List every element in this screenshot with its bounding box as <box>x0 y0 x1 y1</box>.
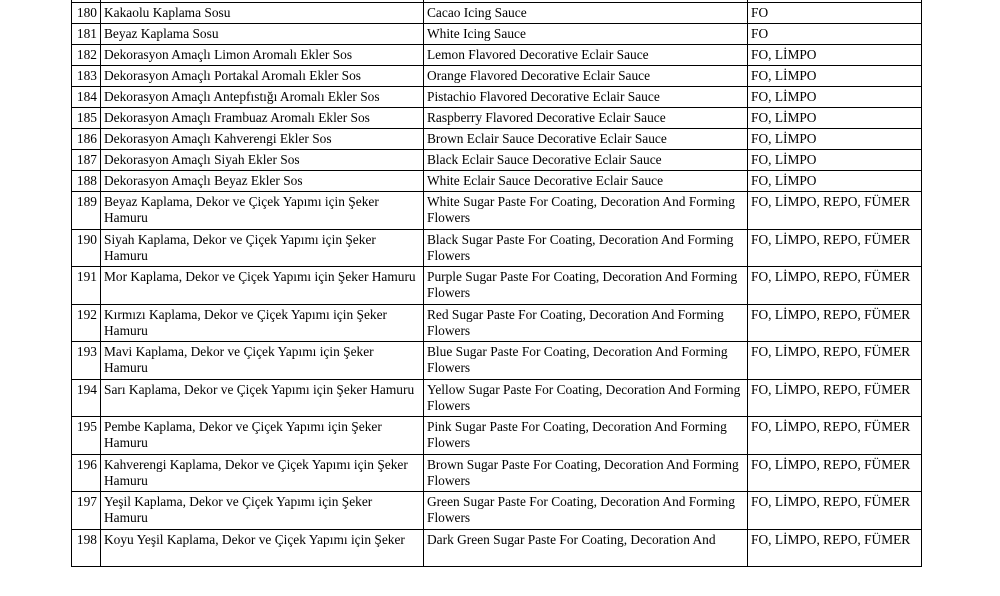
table-row <box>72 454 922 492</box>
row-number: 195 <box>72 417 101 455</box>
english-name-cell: Black Sugar Paste For Coating, Decoration And Forming Flowers <box>424 229 748 267</box>
turkish-name-cell: Kahverengi Kaplama, Dekor ve Çiçek Yapımı için Şeker Hamuru <box>101 454 424 492</box>
turkish-name-cell: Siyah Kaplama, Dekor ve Çiçek Yapımı için Şeker Hamuru <box>101 229 424 267</box>
english-name-cell: Green Sugar Paste For Coating, Decoration And Forming Flowers <box>424 492 748 530</box>
process-code-cell: FO, LİMPO <box>748 108 922 129</box>
table-row <box>72 379 922 417</box>
turkish-name-cell: Dekorasyon Amaçlı Portakal Aromalı Ekler Sos <box>101 66 424 87</box>
table-row <box>72 342 922 380</box>
process-code-cell: FO, LİMPO, REPO, FÜMER <box>748 192 922 230</box>
row-number: 187 <box>72 150 101 171</box>
english-name-cell: Pink Sugar Paste For Coating, Decoration And Forming Flowers <box>424 417 748 455</box>
row-number: 186 <box>72 129 101 150</box>
table-row <box>72 24 922 45</box>
english-name-cell: White Eclair Sauce Decorative Eclair Sauce <box>424 171 748 192</box>
row-number: 191 <box>72 267 101 305</box>
turkish-name-cell: Dekorasyon Amaçlı Siyah Ekler Sos <box>101 150 424 171</box>
turkish-name-cell: Sarı Kaplama, Dekor ve Çiçek Yapımı için Şeker Hamuru <box>101 379 424 417</box>
table-row <box>72 492 922 530</box>
table-row <box>72 229 922 267</box>
row-number: 198 <box>72 529 101 567</box>
process-code-cell: FO, LİMPO, REPO, FÜMER <box>748 304 922 342</box>
row-number: 182 <box>72 45 101 66</box>
product-table <box>71 0 922 567</box>
table-row <box>72 192 922 230</box>
turkish-name-cell: Yeşil Kaplama, Dekor ve Çiçek Yapımı için Şeker Hamuru <box>101 492 424 530</box>
turkish-name-cell: Kakaolu Kaplama Sosu <box>101 3 424 24</box>
english-name-cell: Cacao Icing Sauce <box>424 3 748 24</box>
english-name-cell: Purple Sugar Paste For Coating, Decoration And Forming Flowers <box>424 267 748 305</box>
process-code-cell: FO, LİMPO, REPO, FÜMER <box>748 454 922 492</box>
turkish-name-cell: Dekorasyon Amaçlı Antepfıstığı Aromalı Ekler Sos <box>101 87 424 108</box>
english-name-cell: Orange Flavored Decorative Eclair Sauce <box>424 66 748 87</box>
row-number: 188 <box>72 171 101 192</box>
table-row <box>72 171 922 192</box>
english-name-cell: Red Sugar Paste For Coating, Decoration And Forming Flowers <box>424 304 748 342</box>
table-row <box>72 417 922 455</box>
process-code-cell: FO, LİMPO <box>748 150 922 171</box>
english-name-cell: Blue Sugar Paste For Coating, Decoration And Forming Flowers <box>424 342 748 380</box>
process-code-cell: FO, LİMPO, REPO, FÜMER <box>748 492 922 530</box>
process-code-cell: FO <box>748 24 922 45</box>
turkish-name-cell: Mor Kaplama, Dekor ve Çiçek Yapımı için Şeker Hamuru <box>101 267 424 305</box>
english-name-cell: Raspberry Flavored Decorative Eclair Sauce <box>424 108 748 129</box>
row-number: 193 <box>72 342 101 380</box>
row-number: 180 <box>72 3 101 24</box>
row-number: 192 <box>72 304 101 342</box>
turkish-name-cell: Koyu Yeşil Kaplama, Dekor ve Çiçek Yapımı için Şeker <box>101 529 424 567</box>
row-number: 189 <box>72 192 101 230</box>
turkish-name-cell: Mavi Kaplama, Dekor ve Çiçek Yapımı için Şeker Hamuru <box>101 342 424 380</box>
table-row <box>72 129 922 150</box>
turkish-name-cell: Dekorasyon Amaçlı Limon Aromalı Ekler Sos <box>101 45 424 66</box>
process-code-cell: FO, LİMPO <box>748 45 922 66</box>
process-code-cell: FO, LİMPO, REPO, FÜMER <box>748 267 922 305</box>
row-number: 190 <box>72 229 101 267</box>
english-name-cell: Yellow Sugar Paste For Coating, Decoration And Forming Flowers <box>424 379 748 417</box>
turkish-name-cell: Kırmızı Kaplama, Dekor ve Çiçek Yapımı için Şeker Hamuru <box>101 304 424 342</box>
table-row <box>72 304 922 342</box>
english-name-cell: Pistachio Flavored Decorative Eclair Sauce <box>424 87 748 108</box>
table-row <box>72 150 922 171</box>
process-code-cell: FO, LİMPO, REPO, FÜMER <box>748 379 922 417</box>
table-row <box>72 87 922 108</box>
process-code-cell: FO, LİMPO, REPO, FÜMER <box>748 417 922 455</box>
process-code-cell: FO, LİMPO, REPO, FÜMER <box>748 229 922 267</box>
turkish-name-cell: Dekorasyon Amaçlı Frambuaz Aromalı Ekler Sos <box>101 108 424 129</box>
table-row <box>72 45 922 66</box>
turkish-name-cell: Beyaz Kaplama Sosu <box>101 24 424 45</box>
process-code-cell: FO <box>748 3 922 24</box>
table-row <box>72 3 922 24</box>
english-name-cell: Lemon Flavored Decorative Eclair Sauce <box>424 45 748 66</box>
process-code-cell: FO, LİMPO, REPO, FÜMER <box>748 342 922 380</box>
table-row <box>72 267 922 305</box>
product-table-body <box>72 0 922 567</box>
process-code-cell: FO, LİMPO <box>748 66 922 87</box>
english-name-cell: Black Eclair Sauce Decorative Eclair Sauce <box>424 150 748 171</box>
turkish-name-cell: Beyaz Kaplama, Dekor ve Çiçek Yapımı için Şeker Hamuru <box>101 192 424 230</box>
english-name-cell: Brown Eclair Sauce Decorative Eclair Sauce <box>424 129 748 150</box>
turkish-name-cell: Pembe Kaplama, Dekor ve Çiçek Yapımı için Şeker Hamuru <box>101 417 424 455</box>
process-code-cell: FO, LİMPO <box>748 171 922 192</box>
english-name-cell: White Icing Sauce <box>424 24 748 45</box>
turkish-name-cell: Dekorasyon Amaçlı Beyaz Ekler Sos <box>101 171 424 192</box>
row-number: 184 <box>72 87 101 108</box>
row-number: 185 <box>72 108 101 129</box>
row-number: 197 <box>72 492 101 530</box>
english-name-cell: Dark Green Sugar Paste For Coating, Decoration And <box>424 529 748 567</box>
row-number: 194 <box>72 379 101 417</box>
row-number: 196 <box>72 454 101 492</box>
process-code-cell: FO, LİMPO <box>748 87 922 108</box>
row-number: 183 <box>72 66 101 87</box>
turkish-name-cell: Dekorasyon Amaçlı Kahverengi Ekler Sos <box>101 129 424 150</box>
row-number: 181 <box>72 24 101 45</box>
table-row <box>72 108 922 129</box>
table-row <box>72 66 922 87</box>
english-name-cell: White Sugar Paste For Coating, Decoration And Forming Flowers <box>424 192 748 230</box>
table-row <box>72 529 922 567</box>
process-code-cell: FO, LİMPO, REPO, FÜMER <box>748 529 922 567</box>
english-name-cell: Brown Sugar Paste For Coating, Decoration And Forming Flowers <box>424 454 748 492</box>
process-code-cell: FO, LİMPO <box>748 129 922 150</box>
